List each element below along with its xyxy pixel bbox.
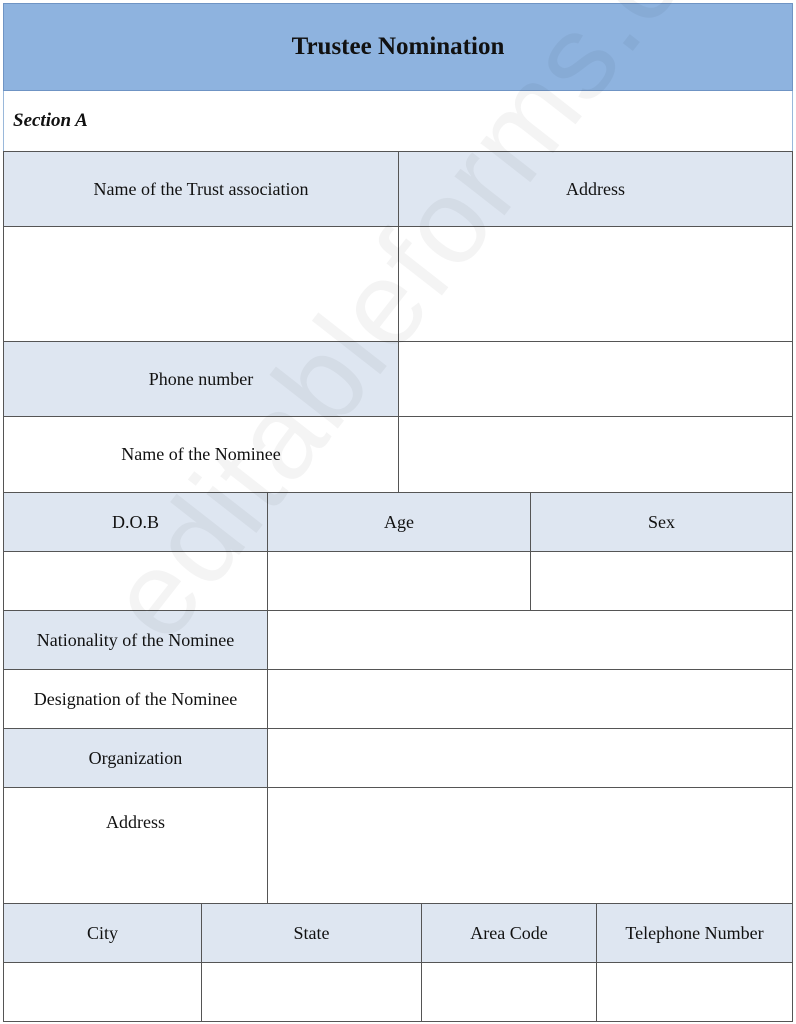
trust-name-label: Name of the Trust association	[3, 151, 399, 227]
form-title: Trustee Nomination	[291, 33, 505, 60]
phone-label: Phone number	[3, 341, 399, 417]
city-label: City	[3, 903, 202, 963]
area-code-field[interactable]	[421, 962, 597, 1022]
trust-name-field[interactable]	[3, 226, 399, 342]
nationality-field[interactable]	[267, 610, 793, 670]
dob-label: D.O.B	[3, 492, 268, 552]
dob-field[interactable]	[3, 551, 268, 611]
nationality-label: Nationality of the Nominee	[3, 610, 268, 670]
organization-field[interactable]	[267, 728, 793, 788]
section-header	[3, 91, 793, 152]
address-field[interactable]	[398, 226, 793, 342]
age-field[interactable]	[267, 551, 531, 611]
nominee-name-label: Name of the Nominee	[3, 416, 399, 493]
state-field[interactable]	[201, 962, 422, 1022]
sex-field[interactable]	[530, 551, 793, 611]
state-label: State	[201, 903, 422, 963]
age-label: Age	[267, 492, 531, 552]
area-code-label: Area Code	[421, 903, 597, 963]
organization-label: Organization	[3, 728, 268, 788]
nominee-name-field[interactable]	[398, 416, 793, 493]
telephone-field[interactable]	[596, 962, 793, 1022]
phone-field[interactable]	[398, 341, 793, 417]
org-address-field[interactable]	[267, 787, 793, 904]
designation-label: Designation of the Nominee	[3, 669, 268, 729]
city-field[interactable]	[3, 962, 202, 1022]
designation-field[interactable]	[267, 669, 793, 729]
form-title-bar	[3, 3, 793, 91]
telephone-label: Telephone Number	[596, 903, 793, 963]
section-title: Section A	[13, 110, 88, 131]
address-label: Address	[398, 151, 793, 227]
sex-label: Sex	[530, 492, 793, 552]
org-address-label: Address	[3, 787, 268, 904]
